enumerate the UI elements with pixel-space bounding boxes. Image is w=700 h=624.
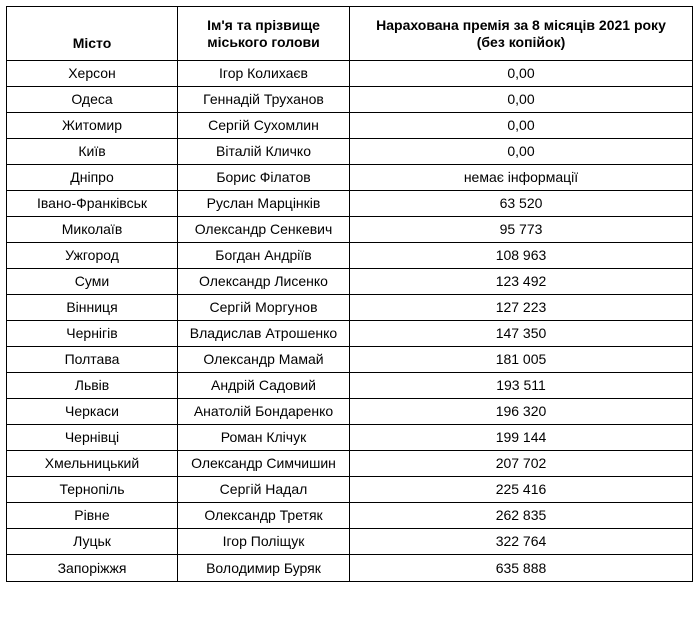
mayor-cell: Богдан Андріїв [178, 243, 350, 269]
table-row [7, 347, 693, 373]
table-row [7, 503, 693, 529]
table-row [7, 61, 693, 87]
mayor-cell: Борис Філатов [178, 165, 350, 191]
header-bonus-line1: Нарахована премія за 8 місяців 2021 року [376, 16, 666, 33]
city-cell: Херсон [7, 61, 178, 87]
bonus-cell: 123 492 [350, 269, 693, 295]
mayor-cell: Руслан Марцінків [178, 191, 350, 217]
mayor-cell: Сергій Моргунов [178, 295, 350, 321]
mayor-cell: Володимир Буряк [178, 555, 350, 582]
city-cell: Івано-Франківськ [7, 191, 178, 217]
header-mayor-line2: міського голови [207, 33, 320, 50]
city-cell: Миколаїв [7, 217, 178, 243]
table-row [7, 113, 693, 139]
bonus-cell: 196 320 [350, 399, 693, 425]
mayor-cell: Владислав Атрошенко [178, 321, 350, 347]
mayor-cell: Олександр Лисенко [178, 269, 350, 295]
bonus-cell: немає інформації [350, 165, 693, 191]
city-cell: Дніпро [7, 165, 178, 191]
city-cell: Чернівці [7, 425, 178, 451]
mayor-cell: Віталій Кличко [178, 139, 350, 165]
table-body [7, 61, 693, 582]
city-cell: Вінниця [7, 295, 178, 321]
bonus-cell: 0,00 [350, 113, 693, 139]
mayors-bonus-table-container [6, 6, 693, 582]
bonus-cell: 207 702 [350, 451, 693, 477]
bonus-cell: 225 416 [350, 477, 693, 503]
mayor-cell: Олександр Третяк [178, 503, 350, 529]
city-cell: Львів [7, 373, 178, 399]
table-row [7, 165, 693, 191]
bonus-cell: 63 520 [350, 191, 693, 217]
table-row [7, 529, 693, 555]
table-row [7, 191, 693, 217]
mayor-cell: Сергій Сухомлин [178, 113, 350, 139]
table-row [7, 139, 693, 165]
city-cell: Луцьк [7, 529, 178, 555]
bonus-cell: 0,00 [350, 139, 693, 165]
city-cell: Ужгород [7, 243, 178, 269]
header-city-label: Місто [72, 35, 112, 51]
table-row [7, 425, 693, 451]
header-mayor [178, 7, 350, 61]
bonus-cell: 0,00 [350, 87, 693, 113]
mayor-cell: Олександр Мамай [178, 347, 350, 373]
header-city [7, 7, 178, 61]
mayor-cell: Геннадій Труханов [178, 87, 350, 113]
table-row [7, 217, 693, 243]
bonus-cell: 262 835 [350, 503, 693, 529]
bonus-cell: 127 223 [350, 295, 693, 321]
mayor-cell: Сергій Надал [178, 477, 350, 503]
table-row [7, 451, 693, 477]
table-row [7, 321, 693, 347]
header-mayor-line1: Ім'я та прізвище [207, 16, 320, 33]
table-row [7, 399, 693, 425]
bonus-cell: 181 005 [350, 347, 693, 373]
mayor-cell: Анатолій Бондаренко [178, 399, 350, 425]
bonus-cell: 635 888 [350, 555, 693, 582]
mayor-cell: Ігор Колихаєв [178, 61, 350, 87]
table-row [7, 477, 693, 503]
bonus-cell: 0,00 [350, 61, 693, 87]
city-cell: Полтава [7, 347, 178, 373]
table-row [7, 373, 693, 399]
bonus-cell: 193 511 [350, 373, 693, 399]
city-cell: Тернопіль [7, 477, 178, 503]
city-cell: Хмельницький [7, 451, 178, 477]
bonus-cell: 322 764 [350, 529, 693, 555]
header-bonus [350, 7, 693, 61]
table-header-row [7, 7, 693, 61]
city-cell: Рівне [7, 503, 178, 529]
city-cell: Чернігів [7, 321, 178, 347]
mayor-cell: Ігор Поліщук [178, 529, 350, 555]
mayor-cell: Роман Клічук [178, 425, 350, 451]
mayors-bonus-table [6, 6, 693, 582]
table-row [7, 243, 693, 269]
header-bonus-line2: (без копійок) [476, 33, 566, 50]
table-row [7, 295, 693, 321]
city-cell: Суми [7, 269, 178, 295]
mayor-cell: Олександр Симчишин [178, 451, 350, 477]
city-cell: Запоріжжя [7, 555, 178, 582]
bonus-cell: 95 773 [350, 217, 693, 243]
bonus-cell: 199 144 [350, 425, 693, 451]
bonus-cell: 147 350 [350, 321, 693, 347]
city-cell: Черкаси [7, 399, 178, 425]
mayor-cell: Андрій Садовий [178, 373, 350, 399]
city-cell: Київ [7, 139, 178, 165]
table-row [7, 87, 693, 113]
table-row [7, 269, 693, 295]
bonus-cell: 108 963 [350, 243, 693, 269]
mayor-cell: Олександр Сенкевич [178, 217, 350, 243]
city-cell: Житомир [7, 113, 178, 139]
table-row [7, 555, 693, 582]
city-cell: Одеса [7, 87, 178, 113]
